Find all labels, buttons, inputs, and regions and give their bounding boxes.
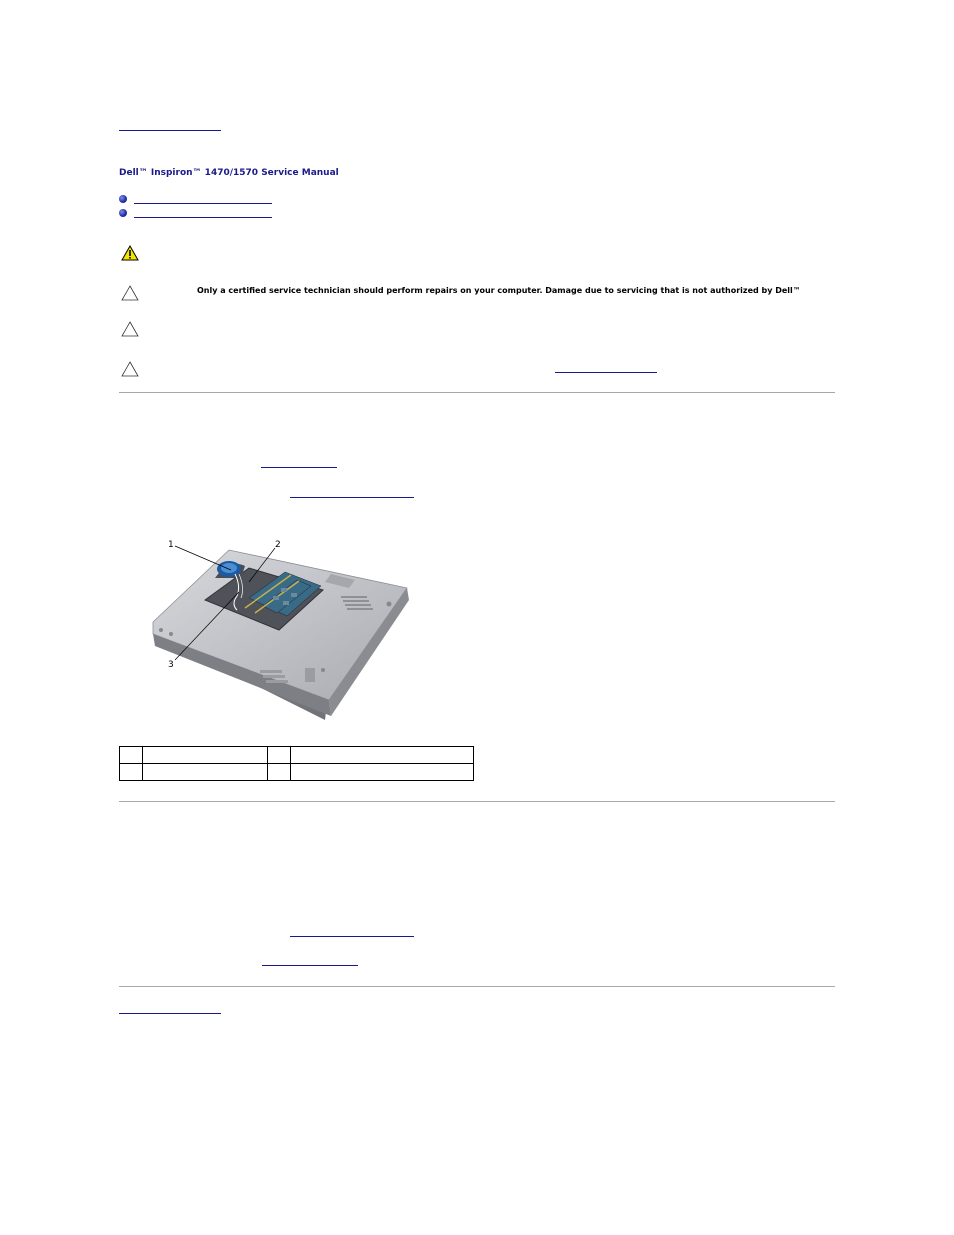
- callout-table: [119, 746, 474, 781]
- replace-step-link-2[interactable]: [262, 965, 358, 966]
- replace-step-link-1[interactable]: [290, 936, 414, 937]
- section-divider-2: [119, 801, 835, 802]
- caution-icon-3: [121, 361, 139, 377]
- table-cell: [120, 764, 143, 781]
- warning-icon: [121, 245, 139, 261]
- section-divider-3: [119, 986, 835, 987]
- callout-label-1: 1: [168, 540, 174, 550]
- caution-inline-link[interactable]: [555, 372, 657, 373]
- back-to-contents-link-top[interactable]: [119, 130, 221, 131]
- step-link-2[interactable]: [290, 497, 414, 498]
- table-cell: [143, 747, 268, 764]
- table-row: [120, 747, 474, 764]
- toc-link-2[interactable]: [134, 217, 272, 218]
- caution-icon-1: [121, 285, 139, 301]
- table-row: [120, 764, 474, 781]
- table-cell: [120, 747, 143, 764]
- toc-bullet-icon-2: [119, 209, 127, 217]
- caution-text: Only a certified service technician should perform repairs on your computer. Damage due to servicing that is not authorized by Dell™: [197, 286, 801, 295]
- table-cell: [268, 747, 291, 764]
- table-cell: [143, 764, 268, 781]
- manual-title: Dell™ Inspiron™ 1470/1570 Service Manual: [119, 168, 339, 178]
- table-cell: [268, 764, 291, 781]
- table-cell: [291, 747, 474, 764]
- caution-icon-2: [121, 321, 139, 337]
- callout-label-3: 3: [168, 660, 174, 670]
- table-cell: [291, 764, 474, 781]
- laptop-base-figure: [145, 530, 425, 730]
- callout-label-2: 2: [275, 540, 281, 550]
- section-divider-1: [119, 392, 835, 393]
- toc-bullet-icon-1: [119, 195, 127, 203]
- step-link-1[interactable]: [261, 467, 337, 468]
- back-to-contents-link-bottom[interactable]: [119, 1013, 221, 1014]
- toc-link-1[interactable]: [134, 203, 272, 204]
